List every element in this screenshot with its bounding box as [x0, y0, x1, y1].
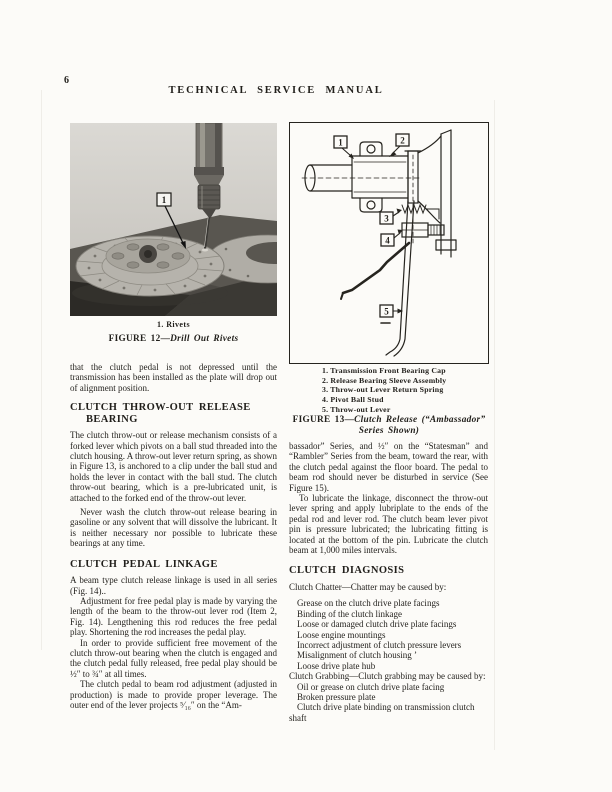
figure-13-caption-title2: Series Shown) — [358, 426, 420, 436]
body-paragraph: The clutch pedal to beam rod adjustment (adjusted in production) is made to provide proper leverage. The outer end of the lever projects ⁵⁄₁₆″ on the “Am- — [70, 679, 277, 711]
figure-13-caption-prefix: FIGURE 13— — [292, 415, 355, 425]
body-paragraph: A beam type clutch release linkage is used in all series (Fig. 14).. — [70, 575, 277, 596]
scan-edge-line-left — [41, 90, 42, 650]
right-column — [289, 441, 488, 723]
legend-item: 4. Pivot Ball Stud — [322, 395, 384, 405]
body-paragraph: To lubricate the linkage, disconnect the throw-out lever spring and apply lubriplate to the ends of the pedal rod and lever rod. The clutch beam lever pivot pin is pressure lubricated; the lubricating fitting is located at the bottom of the pin. Lubricate the clutch beam at 1,000 miles intervals. — [289, 493, 488, 556]
list-item: Incorrect adjustment of clutch pressure levers — [297, 640, 462, 650]
body-paragraph: that the clutch pedal is not depressed until the transmission has been installed as the plate will drop out of alignment position. — [70, 362, 277, 393]
figure-12-caption-title: Drill Out Rivets — [170, 334, 239, 344]
callout-4: 4 — [385, 235, 390, 246]
body-paragraph: Never wash the clutch throw-out release bearing in gasoline or any solvent that will dissolve the lubricant. It is neither necessary nor possible to lubricate these bearings at any time. — [70, 507, 277, 549]
figure-13-diagram — [289, 122, 489, 364]
left-column — [70, 362, 277, 710]
section-heading-throw-out-release-bearing: CLUTCH THROW-OUT RELEASE BEARING — [70, 402, 251, 425]
figure-13-legend — [322, 366, 446, 415]
list-item: Loose engine mountings — [297, 629, 386, 640]
diagnosis-intro-chatter: Clutch Chatter—Chatter may be caused by: — [289, 581, 447, 592]
grabbing-causes-list — [289, 682, 488, 724]
callout-1-number: 1 — [161, 195, 167, 205]
legend-item: 1. Transmission Front Bearing Cap — [322, 366, 446, 375]
bell-housing — [418, 130, 456, 257]
diagram-callouts — [334, 134, 409, 317]
figure-12-legend: 1. Rivets — [157, 320, 190, 329]
clutch-release-diagram — [290, 123, 487, 362]
figure-12-caption — [70, 334, 277, 344]
figure-13-caption-title: Clutch Release (“Ambassador” — [354, 415, 486, 425]
figure-13-caption — [279, 415, 499, 437]
figure-12-photo — [70, 123, 277, 316]
list-item: Oil or grease on clutch drive plate facing — [297, 681, 445, 692]
legend-item: 5. Throw-out Lever — [322, 404, 391, 414]
list-item: Grease on the clutch drive plate facings — [297, 598, 440, 609]
figure-12-caption-prefix: FIGURE 12— — [108, 334, 171, 344]
callout-1: 1 — [338, 137, 343, 148]
list-item: Clutch drive plate binding on transmission clutch shaft — [289, 702, 475, 723]
list-item: Loose drive plate hub — [297, 660, 376, 671]
diagnosis-intro-grabbing: Clutch Grabbing—Clutch grabbing may be caused by: — [289, 671, 486, 682]
body-paragraph: The clutch throw-out or release mechanism consists of a forked lever which pivots on a ball stud threaded into the clutch housing. A throw-out lever return spring, as shown in Figure 13, is anchored to a clip under the ball stud and holds the lever in contact with the ball stud. The clutch throw-out bearing, which is a pre-lubricated unit, is attached to the forked end of the throw-out lever. — [70, 430, 277, 503]
page-header-title: TECHNICAL SERVICE MANUAL — [168, 85, 384, 96]
body-paragraph: bassador” Series, and ½″ on the “Statesman” and “Rambler” Series from the beam, toward the rear, with the clutch pedal against the floor board. The pedal to beam rod should never be disturbed in service (See Figure 15). — [289, 441, 488, 493]
body-paragraph: Adjustment for free pedal play is made by varying the length of the beam to the throw-out lever rod (Item 2, Fig. 14). Lengthening this rod reduces the free pedal play. Shortening the rod increases the pedal play. — [70, 596, 277, 638]
callout-2: 2 — [400, 135, 405, 146]
pedal-rod-arm — [341, 243, 409, 299]
list-item: Broken pressure plate — [297, 692, 376, 703]
transmission-front-bearing-cap — [352, 142, 408, 212]
list-item: Binding of the clutch linkage — [297, 608, 402, 619]
callout-leaders — [342, 146, 400, 311]
body-paragraph: In order to provide sufficient free movement of the clutch throw-out bearing when the clutch is engaged and the clutch pedal fully released, free pedal play should be ½″ to ¾″ at all times. — [70, 637, 277, 679]
section-heading-clutch-pedal-linkage: CLUTCH PEDAL LINKAGE — [70, 558, 218, 570]
drill-out-rivets-photo — [70, 123, 277, 316]
page-number: 6 — [64, 75, 69, 86]
pivot-ball-stud — [402, 223, 444, 237]
section-heading-clutch-diagnosis: CLUTCH DIAGNOSIS — [289, 565, 405, 577]
chatter-causes-list — [289, 598, 488, 671]
callout-3: 3 — [384, 213, 389, 224]
legend-item: 2. Release Bearing Sleeve Assembly — [322, 375, 447, 385]
callout-5: 5 — [384, 306, 389, 317]
list-item: Misalignment of clutch housing ’ — [297, 650, 417, 661]
legend-item: 3. Throw-out Lever Return Spring — [322, 385, 444, 395]
list-item: Loose or damaged clutch drive plate facings — [297, 619, 457, 630]
